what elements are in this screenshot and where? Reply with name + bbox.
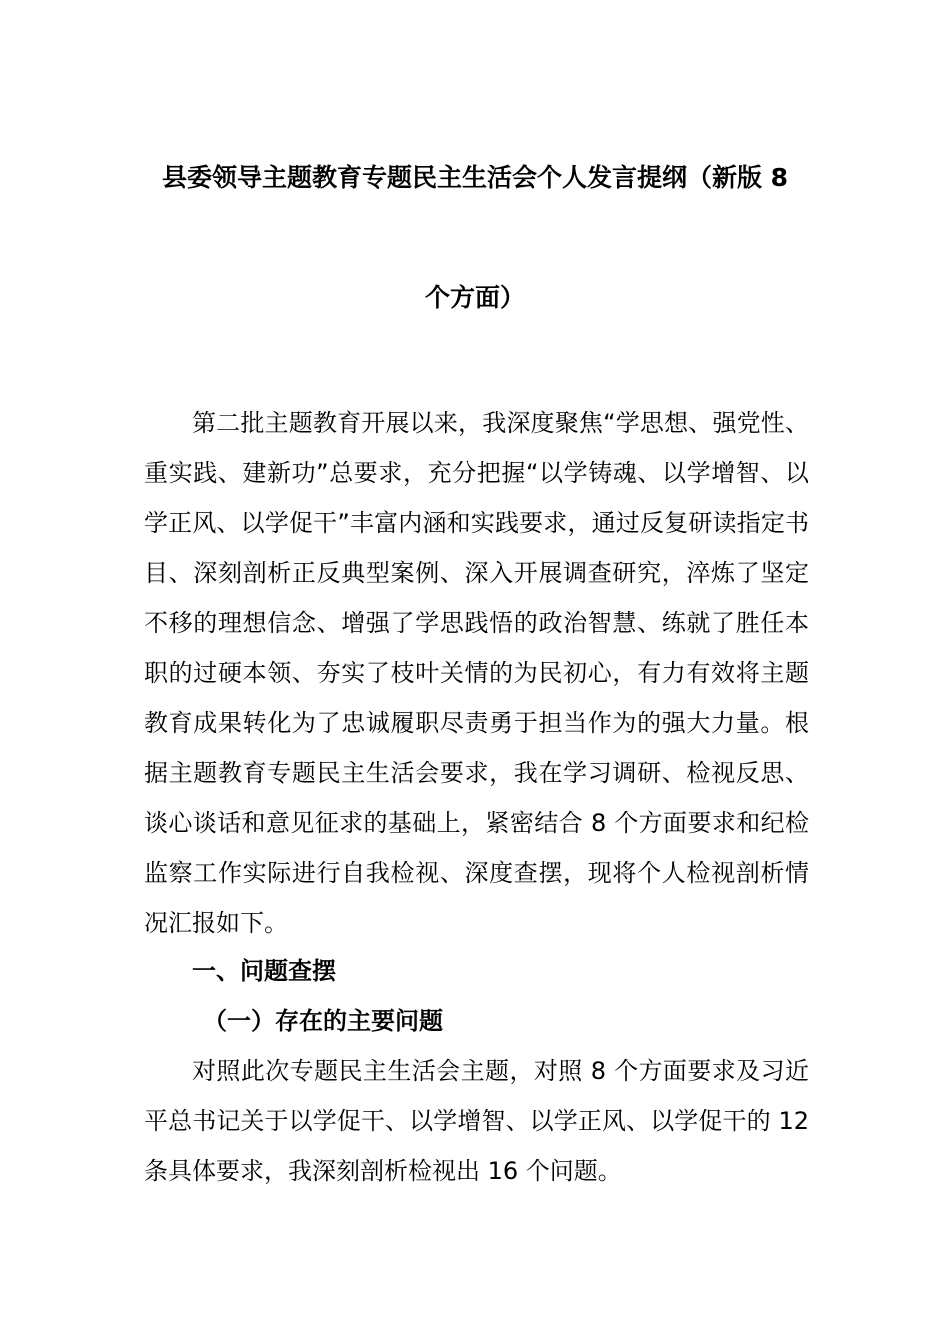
subsection-heading-main-problems: （一）存在的主要问题 — [203, 1007, 443, 1035]
problems-paragraph: 对照此次专题民主生活会主题，对照 8 个方面要求及习近平总书记关于以学促干、以学增智、以学正风、以学促干的 12 条具体要求，我深刻剖析检视出 16 个问题。 — [144, 1057, 809, 1185]
document-title-line-2: 个方面） — [424, 283, 525, 312]
intro-paragraph: 第二批主题教育开展以来，我深度聚焦“学思想、强党性、重实践、建新功”总要求，充分把握“以学铸魂、以学增智、以学正风、以学促干”丰富内涵和实践要求，通过反复研读指定书目、深刻剖析正反典型案例、深入开展调查研究，淬炼了坚定不移的理想信念、增强了学思践悟的政治智慧、练就了胜任本职的过硬本领、夯实了枝叶关情的为民初心，有力有效将主题教育成果转化为了忠诚履职尽责勇于担当作为的强大力量。根据主题教育专题民主生活会要求，我在学习调研、检视反思、谈心谈话和意见征求的基础上，紧密结合 8 个方面要求和纪检监察工作实际进行自我检视、深度查摆，现将个人检视剖析情况汇报如下。 — [144, 409, 809, 937]
document-title-line-1: 县委领导主题教育专题民主生活会个人发言提纲（新版 8 — [161, 163, 789, 192]
section-heading-problems: 一、问题查摆 — [192, 957, 336, 985]
